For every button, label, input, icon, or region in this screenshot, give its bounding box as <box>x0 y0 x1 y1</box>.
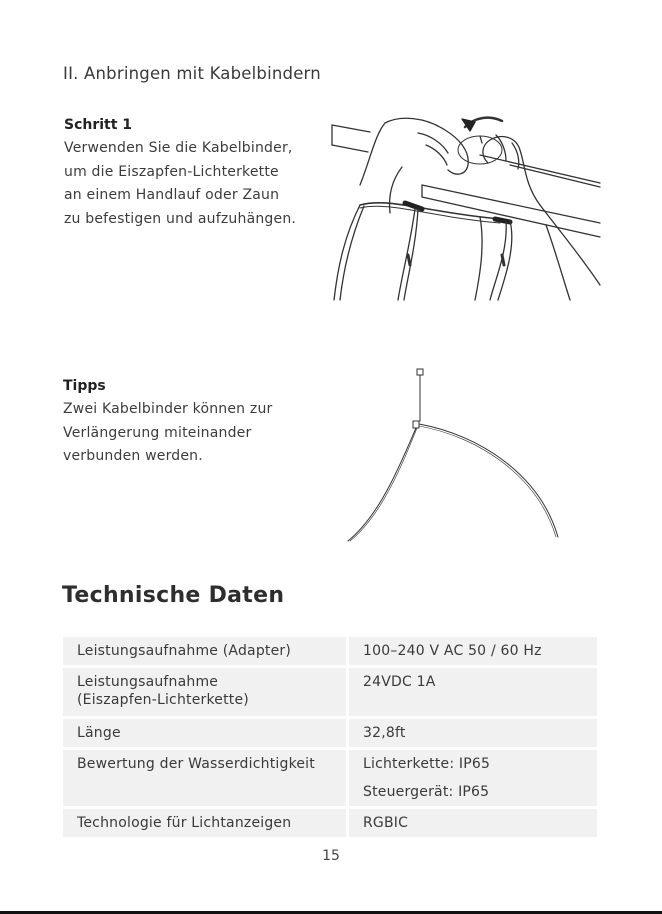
linked-cable-ties-illustration <box>340 365 570 550</box>
tips-line: Verlängerung miteinander <box>63 424 252 441</box>
tips-title: Tipps <box>63 378 106 394</box>
table-row <box>63 637 597 668</box>
step-line: Verwenden Sie die Kabelbinder, <box>64 140 293 156</box>
spec-value: 24VDC 1A <box>349 668 597 719</box>
spec-value: Lichterkette: IP65 Steuergerät: IP65 <box>349 750 597 809</box>
technical-data-title: Technische Daten <box>62 583 285 608</box>
spec-value: RGBIC <box>349 809 597 840</box>
spec-key: Technologie für Lichtanzeigen <box>63 809 349 840</box>
spec-key: Leistungsaufnahme (Eiszapfen-Lichterkette) <box>63 668 349 719</box>
spec-key: Bewertung der Wasserdichtigkeit <box>63 750 349 809</box>
step-instructions <box>64 137 296 231</box>
step-line: an einem Handlauf oder Zaun <box>64 187 280 203</box>
spec-key: Länge <box>63 719 349 750</box>
tips-line: Zwei Kabelbinder können zur <box>63 401 273 417</box>
tips-text <box>63 398 273 469</box>
spec-value: 100–240 V AC 50 / 60 Hz <box>349 637 597 668</box>
table-row <box>63 750 597 809</box>
table-row <box>63 809 597 840</box>
step-line: um die Eiszapfen-Lichterkette <box>64 163 279 180</box>
step-title: Schritt 1 <box>64 117 133 133</box>
page-number: 15 <box>322 848 340 864</box>
table-row <box>63 668 597 719</box>
table-row <box>63 719 597 750</box>
hands-attaching-cable-tie-illustration <box>330 105 602 305</box>
tips-line: verbunden werden. <box>63 448 203 464</box>
spec-value: 32,8ft <box>349 719 597 750</box>
section-title: II. Anbringen mit Kabelbindern <box>63 64 321 83</box>
step-line: zu befestigen und aufzuhängen. <box>64 210 297 227</box>
specifications-table <box>63 637 597 840</box>
spec-key: Leistungsaufnahme (Adapter) <box>63 637 349 668</box>
